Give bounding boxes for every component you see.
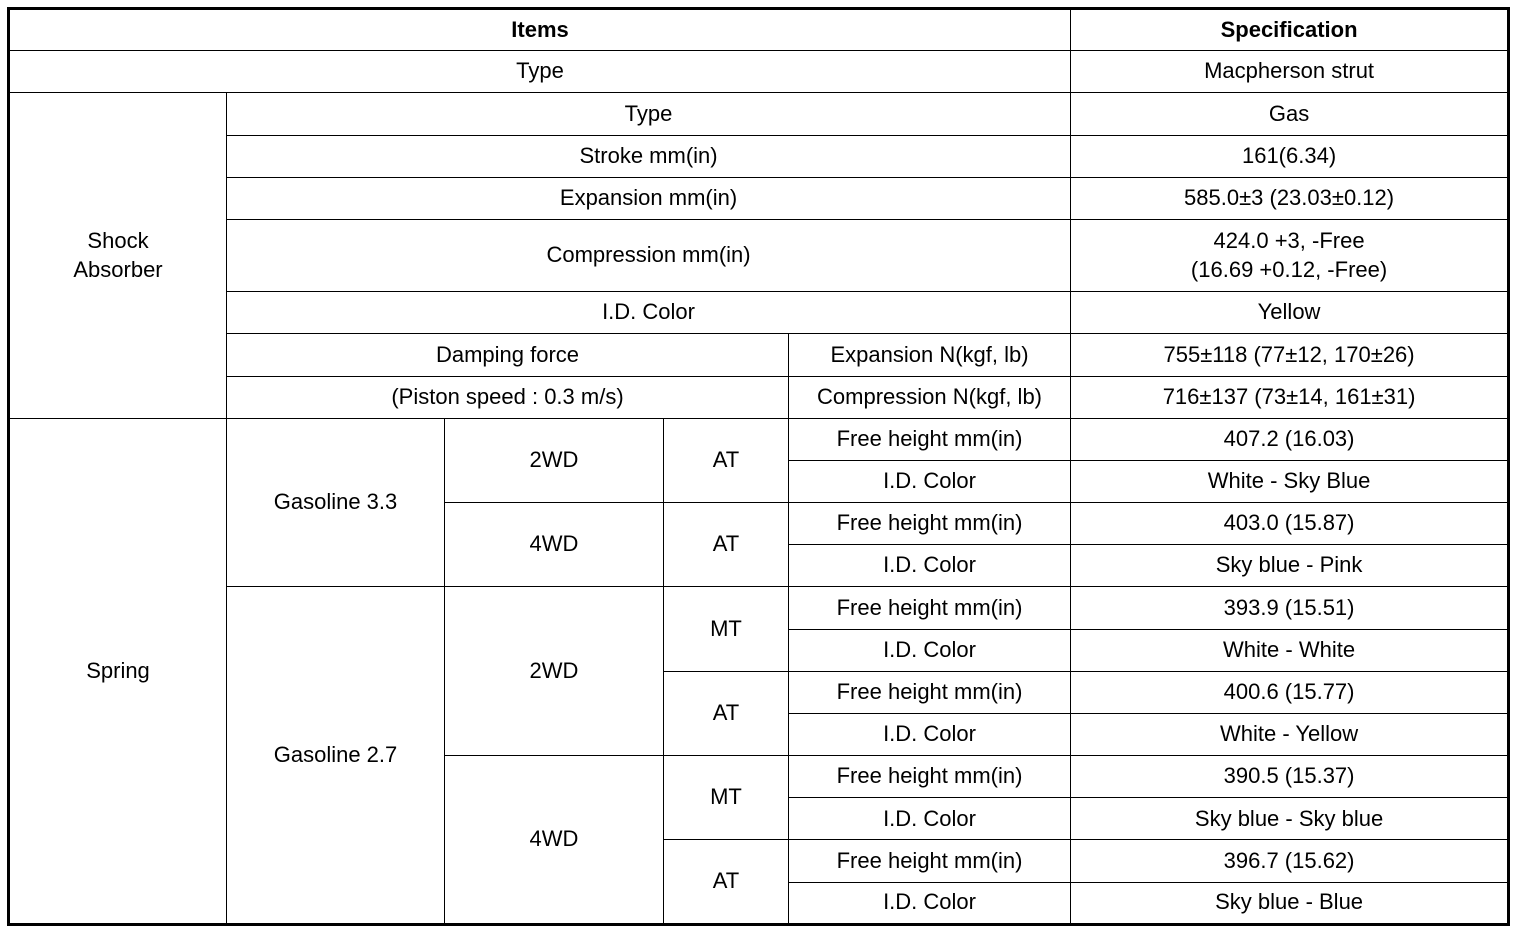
id-color-value: Sky blue - Pink [1071, 545, 1509, 587]
free-height-label: Free height mm(in) [789, 418, 1071, 460]
free-height-value: 390.5 (15.37) [1071, 756, 1509, 798]
shock-label-line2: Absorber [73, 256, 163, 282]
expansion-value: 585.0±3 (23.03±0.12) [1071, 177, 1509, 219]
header-row [9, 9, 1509, 51]
compression-value [1071, 219, 1509, 291]
engine-label: Gasoline 3.3 [227, 418, 445, 587]
damping-compression-value: 716±137 (73±14, 161±31) [1071, 376, 1509, 418]
items-header: Items [9, 9, 1071, 51]
free-height-label: Free height mm(in) [789, 840, 1071, 882]
drive-label: 4WD [445, 756, 664, 925]
table-row [9, 219, 1509, 291]
free-height-value: 407.2 (16.03) [1071, 418, 1509, 460]
damping-expansion-label: Expansion N(kgf, lb) [789, 334, 1071, 376]
id-color-value: White - White [1071, 629, 1509, 671]
table-row [9, 292, 1509, 334]
drive-label: 2WD [445, 587, 664, 756]
free-height-value: 393.9 (15.51) [1071, 587, 1509, 629]
id-color-label: I.D. Color [789, 713, 1071, 755]
compression-value-line2: (16.69 +0.12, -Free) [1190, 256, 1388, 282]
table-row [9, 418, 1509, 460]
table-row [9, 51, 1509, 93]
id-color-value: White - Sky Blue [1071, 460, 1509, 502]
stroke-value: 161(6.34) [1071, 135, 1509, 177]
expansion-label: Expansion mm(in) [227, 177, 1071, 219]
table-row [9, 135, 1509, 177]
free-height-value: 396.7 (15.62) [1071, 840, 1509, 882]
type-value: Macpherson strut [1071, 51, 1509, 93]
type-label: Type [9, 51, 1071, 93]
free-height-value: 403.0 (15.87) [1071, 503, 1509, 545]
id-color-label: I.D. Color [789, 545, 1071, 587]
damping-expansion-value: 755±118 (77±12, 170±26) [1071, 334, 1509, 376]
piston-speed-label: (Piston speed : 0.3 m/s) [227, 376, 789, 418]
table-row [9, 334, 1509, 376]
id-color-label: I.D. Color [789, 882, 1071, 924]
compression-label: Compression mm(in) [227, 219, 1071, 291]
id-color-value: White - Yellow [1071, 713, 1509, 755]
shock-absorber-label [9, 93, 227, 418]
free-height-label: Free height mm(in) [789, 503, 1071, 545]
spec-table [7, 7, 1510, 926]
transmission-label: AT [664, 671, 789, 755]
stroke-label: Stroke mm(in) [227, 135, 1071, 177]
shock-label-line1: Shock [87, 227, 149, 253]
table-row [9, 93, 1509, 135]
id-color-label: I.D. Color [789, 629, 1071, 671]
id-color-value: Sky blue - Sky blue [1071, 798, 1509, 840]
transmission-label: MT [664, 587, 789, 671]
id-color-label: I.D. Color [789, 460, 1071, 502]
transmission-label: AT [664, 503, 789, 587]
damping-force-label: Damping force [227, 334, 789, 376]
id-color-label: I.D. Color [789, 798, 1071, 840]
compression-value-line1: 424.0 +3, -Free [1213, 227, 1365, 253]
transmission-label: MT [664, 756, 789, 840]
transmission-label: AT [664, 418, 789, 502]
shock-type-label: Type [227, 93, 1071, 135]
shock-color-value: Yellow [1071, 292, 1509, 334]
spring-label: Spring [9, 418, 227, 924]
table-row [9, 177, 1509, 219]
free-height-label: Free height mm(in) [789, 587, 1071, 629]
damping-compression-label: Compression N(kgf, lb) [789, 376, 1071, 418]
table-row [9, 587, 1509, 629]
free-height-label: Free height mm(in) [789, 756, 1071, 798]
id-color-value: Sky blue - Blue [1071, 882, 1509, 924]
transmission-label: AT [664, 840, 789, 925]
free-height-label: Free height mm(in) [789, 671, 1071, 713]
shock-type-value: Gas [1071, 93, 1509, 135]
engine-label: Gasoline 2.7 [227, 587, 445, 925]
drive-label: 4WD [445, 503, 664, 587]
free-height-value: 400.6 (15.77) [1071, 671, 1509, 713]
drive-label: 2WD [445, 418, 664, 502]
specification-header: Specification [1071, 9, 1509, 51]
shock-color-label: I.D. Color [227, 292, 1071, 334]
table-row [9, 376, 1509, 418]
